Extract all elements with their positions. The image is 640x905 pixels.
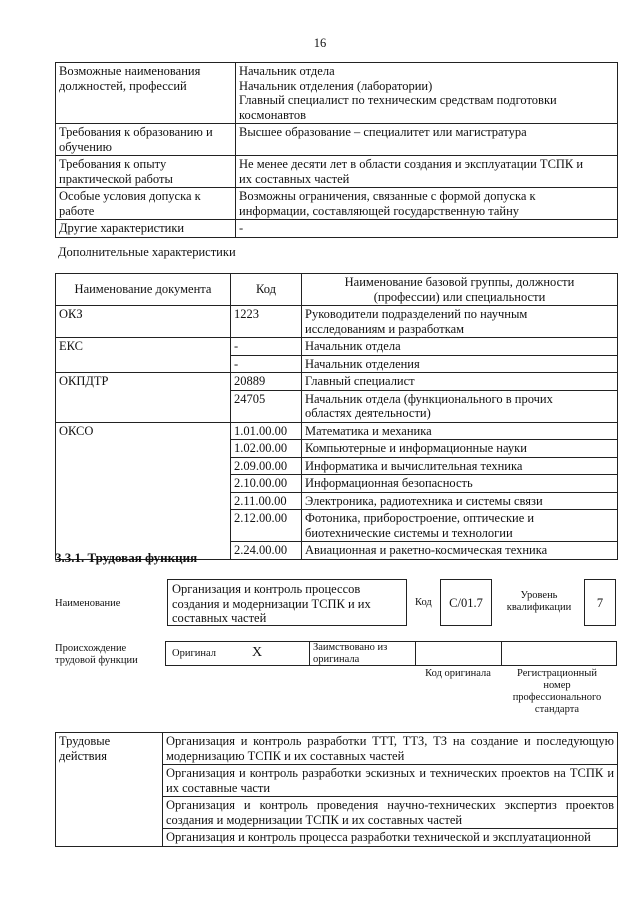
page-number: 16 — [313, 36, 327, 50]
borrowed-cell: Заимствовано из оригинала — [309, 641, 416, 666]
registration-number-label: Регистрационный номер профессионального стандарта — [512, 668, 602, 715]
document-cell: ОКЗ — [56, 306, 231, 338]
table-row — [56, 188, 618, 220]
document-cell: ОКПДТР — [56, 373, 231, 423]
labor-actions-table — [55, 732, 618, 847]
code-cell: 2.12.00.00 — [231, 510, 302, 542]
original-mark: X — [252, 645, 263, 660]
row-label: Особые условия допуска к работе — [56, 188, 236, 220]
original-code-label: Код оригинала — [425, 668, 491, 679]
code-cell: 24705 — [231, 390, 302, 422]
table-row — [56, 338, 618, 356]
labor-action-item: Организация и контроль процесса разработки технической и эксплуатационной — [163, 829, 618, 847]
table-row — [56, 220, 618, 238]
function-name-label: Наименование — [55, 598, 121, 609]
code-cell: 2.10.00.00 — [231, 475, 302, 493]
section-title: 3.3.1. Трудовая функция — [55, 550, 198, 565]
document-cell: ЕКС — [56, 338, 231, 373]
table-row — [56, 306, 618, 338]
group-name-cell: Начальник отделения — [302, 355, 618, 373]
table-row — [56, 63, 618, 124]
header-document: Наименование документа — [56, 274, 231, 306]
header-code: Код — [231, 274, 302, 306]
table-row — [56, 373, 618, 391]
code-cell: 2.09.00.00 — [231, 457, 302, 475]
code-cell: 1.02.00.00 — [231, 440, 302, 458]
additional-characteristics-title: Дополнительные характеристики — [58, 245, 236, 259]
group-name-cell: Начальник отдела — [302, 338, 618, 356]
group-name-cell: Авиационная и ракетно-космическая техника — [302, 542, 618, 560]
row-value: Возможны ограничения, связанные с формой допуска к информации, составляющей государственную тайну — [236, 188, 618, 220]
code-cell: 20889 — [231, 373, 302, 391]
group-name-cell: Компьютерные и информационные науки — [302, 440, 618, 458]
table-row — [56, 733, 618, 765]
group-name-cell: Фотоника, приборостроение, оптические и биотехнические системы и технологии — [302, 510, 618, 542]
code-cell: 2.24.00.00 — [231, 542, 302, 560]
registration-number-cell — [501, 641, 617, 666]
row-label: Требования к образованию и обучению — [56, 124, 236, 156]
qualification-level-label: Уровень квалификации — [506, 590, 572, 613]
original-code-cell — [415, 641, 502, 666]
code-cell: - — [231, 338, 302, 356]
group-name-cell: Информационная безопасность — [302, 475, 618, 493]
origin-label: Происхождение трудовой функции — [55, 643, 138, 666]
table-row — [56, 422, 618, 440]
group-name-cell: Электроника, радиотехника и системы связи — [302, 492, 618, 510]
original-cell — [165, 641, 310, 666]
group-name-cell: Информатика и вычислительная техника — [302, 457, 618, 475]
code-cell: - — [231, 355, 302, 373]
labor-action-item: Организация и контроль проведения научно-технических экспертиз проектов создания и модернизации ТСПК и их составных частей — [163, 797, 618, 829]
row-label: Возможные наименования должностей, профессий — [56, 63, 236, 124]
original-label: Оригинал — [172, 648, 216, 659]
qualification-level-value: 7 — [584, 579, 616, 626]
table-row — [56, 156, 618, 188]
code-label: Код — [415, 597, 432, 608]
labor-action-item: Организация и контроль разработки эскизных и технических проектов на ТСПК и их составные части — [163, 765, 618, 797]
labor-action-item: Организация и контроль разработки ТТТ, ТТЗ, ТЗ на создание и последующую модернизацию ТСПК и их составных частей — [163, 733, 618, 765]
row-value: Не менее десяти лет в области создания и эксплуатации ТСПК и их составных частей — [236, 156, 618, 188]
row-label: Требования к опыту практической работы — [56, 156, 236, 188]
position-characteristics-table — [55, 62, 618, 238]
document-cell: ОКСО — [56, 422, 231, 559]
group-name-cell: Руководители подразделений по научным исследованиям и разработкам — [302, 306, 618, 338]
table-header-row — [56, 274, 618, 306]
row-value: - — [236, 220, 618, 238]
group-name-cell: Главный специалист — [302, 373, 618, 391]
code-cell: 1223 — [231, 306, 302, 338]
additional-characteristics-table — [55, 273, 618, 560]
table-row — [56, 124, 618, 156]
row-label: Другие характеристики — [56, 220, 236, 238]
code-cell: 2.11.00.00 — [231, 492, 302, 510]
code-value: C/01.7 — [440, 579, 492, 626]
row-value: Высшее образование – специалитет или магистратура — [236, 124, 618, 156]
group-name-cell: Начальник отдела (функционального в прочих областях деятельности) — [302, 390, 618, 422]
origin-row — [165, 641, 617, 666]
labor-actions-label: Трудовые действия — [56, 733, 163, 847]
group-name-cell: Математика и механика — [302, 422, 618, 440]
row-value: Начальник отдела Начальник отделения (лаборатории) Главный специалист по техническим средствам подготовки космонавтов — [236, 63, 618, 124]
code-cell: 1.01.00.00 — [231, 422, 302, 440]
function-name-box: Организация и контроль процессов создания и модернизации ТСПК и их составных частей — [167, 579, 407, 626]
header-group-name: Наименование базовой группы, должности (профессии) или специальности — [302, 274, 618, 306]
